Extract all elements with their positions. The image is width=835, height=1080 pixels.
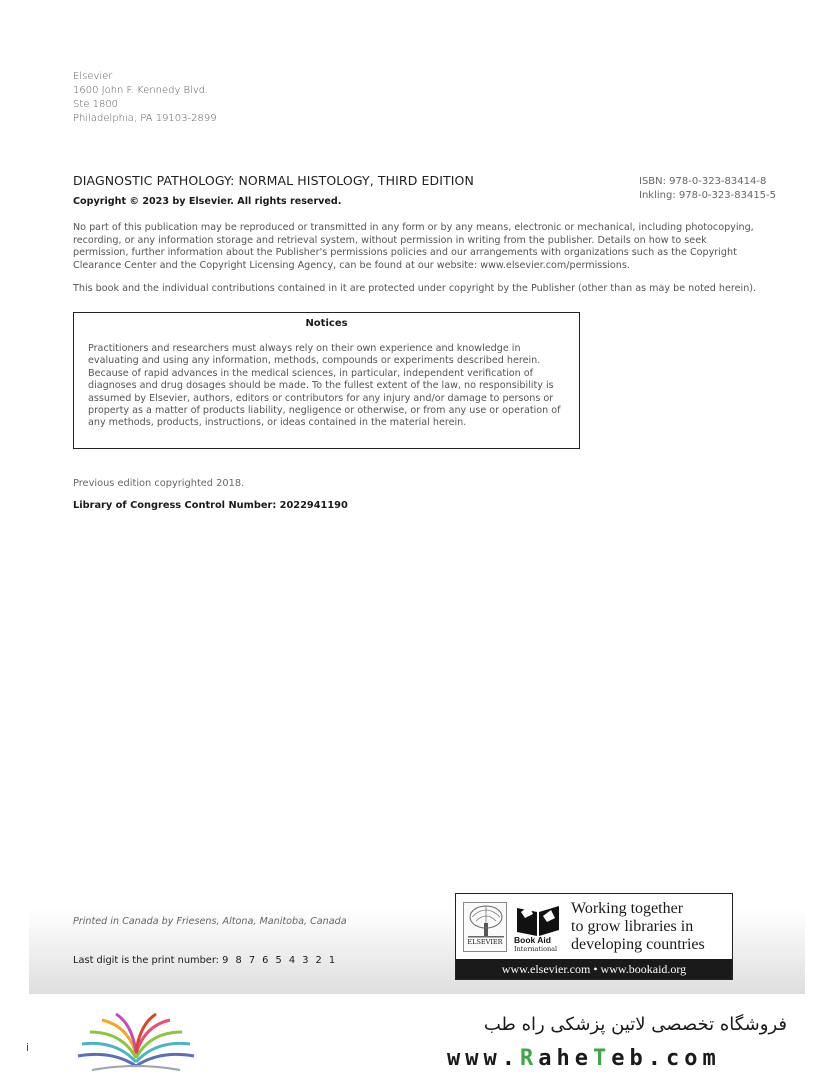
previous-edition: Previous edition copyrighted 2018.	[73, 478, 245, 489]
book-title: DIAGNOSTIC PATHOLOGY: NORMAL HISTOLOGY, THIRD EDITION	[73, 173, 474, 188]
print-number-digits: 9 8 7 6 5 4 3 2 1	[222, 955, 336, 966]
bookaid-name: Book Aid	[514, 935, 551, 945]
bookaid-banner	[455, 893, 733, 980]
slogan-line: to grow libraries in	[571, 918, 694, 935]
bookaid-urls: www.elsevier.com • www.bookaid.org	[456, 959, 732, 979]
open-book-logo-icon	[72, 1010, 200, 1076]
permissions-paragraph: No part of this publication may be reproduced or transmitted in any form or by any means, electronic or mechanical, including photocopying, recording, or any information storage and retrieval system, without permission in writing from the publisher. Details on how to seek permission, further information about the Publisher's permissions policies and our arrangements with organizations such as the Copyright Clearance Center and the Copyright Licensing Agency, can be found at our website: www.elsevier.com/permissions.	[73, 222, 754, 271]
print-number-label: Last digit is the print number:	[73, 955, 219, 966]
bookaid-book-icon	[515, 902, 561, 938]
url-part: T	[592, 1046, 612, 1071]
notices-title: Notices	[305, 318, 348, 329]
slogan-line: Working together	[571, 900, 684, 917]
store-url	[447, 1046, 721, 1071]
url-part: .com	[647, 1046, 721, 1071]
address-line: Philadelphia, PA 19103-2899	[73, 113, 217, 124]
printed-in: Printed in Canada by Friesens, Altona, Manitoba, Canada	[73, 916, 347, 927]
bookaid-slogan	[571, 900, 729, 954]
publisher-address	[73, 70, 217, 126]
isbn: ISBN: 978-0-323-83414-8	[639, 176, 767, 187]
address-line: Elsevier	[73, 71, 113, 82]
url-part: www.	[447, 1046, 520, 1071]
url-part: eb	[611, 1046, 648, 1071]
elsevier-label: ELSEVIER	[467, 938, 503, 946]
url-part: R	[519, 1046, 539, 1071]
address-line: Ste 1800	[73, 99, 119, 110]
lccn: Library of Congress Control Number: 2022941190	[73, 500, 348, 511]
url-part: ahe	[538, 1046, 593, 1071]
inkling-isbn: Inkling: 978-0-323-83415-5	[639, 190, 777, 201]
protection-paragraph: This book and the individual contributions contained in it are protected under copyright by the Publisher (other than as may be noted herein).	[73, 283, 757, 294]
page-number: i	[26, 1041, 30, 1054]
address-line: 1600 John F. Kennedy Blvd.	[73, 85, 209, 96]
copyright-line: Copyright © 2023 by Elsevier. All rights reserved.	[73, 196, 342, 207]
slogan-line: developing countries	[571, 936, 705, 953]
bookaid-international: International	[514, 945, 558, 953]
notices-body: Practitioners and researchers must always rely on their own experience and knowledge in evaluating and using any information, methods, compounds or experiments described herein. Because of rapid advances in the medical sciences, in particular, independent verification of diagnoses and drug dosages should be made. To the fullest extent of the law, no responsibility is assumed by Elsevier, authors, editors or contributors for any injury and/or damage to persons or property as a matter of products liability, negligence or otherwise, or from any use or operation of any methods, products, instructions, or ideas contained in the material herein.	[88, 343, 561, 429]
notices-box	[73, 312, 580, 449]
isbn-block	[639, 175, 776, 203]
store-name: فروشگاه تخصصی لاتین پزشکی راه طب	[483, 1014, 787, 1035]
print-number	[73, 955, 335, 966]
